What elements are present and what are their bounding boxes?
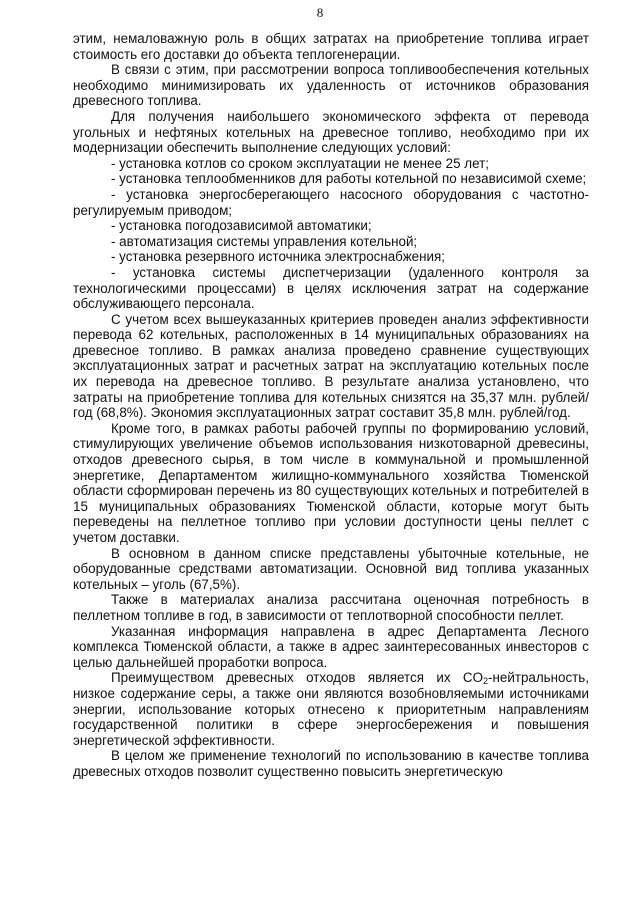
paragraph-2: В связи с этим, при рассмотрении вопроса топливообеспечения котельных необходимо минимизировать их удаленность от источников образования древесного топлива. [73, 62, 589, 109]
paragraph-9 [73, 670, 589, 748]
list-item-2: - установка теплообменников для работы котельной по независимой схеме; [111, 171, 587, 187]
paragraph-6: В основном в данном списке представлены убыточные котельные, не оборудованные средствами автоматизации. Основной вид топлива указанных котельных – уголь (67,5%). [73, 545, 589, 592]
paragraph-9-start: Преимуществом древесных отходов является их CO [111, 670, 484, 686]
list-item-5: - автоматизация системы управления котельной; [111, 233, 418, 249]
paragraph-8: Указанная информация направлена в адрес Департамента Лесного комплекса Тюменской области, а также в адрес заинтересованных инвесторов с целью дальнейшей проработки вопроса. [73, 623, 589, 670]
list-item-1: - установка котлов со сроком эксплуатации не менее 25 лет; [111, 155, 489, 171]
paragraph-3: Для получения наибольшего экономического эффекта от перевода угольных и нефтяных котельных на древесное топливо, необходимо при их модернизации обеспечить выполнение следующих условий: [73, 108, 589, 156]
paragraph-10: В целом же применение технологий по использованию в качестве топлива древесных отходов позволит существенно повысить энергетическую [73, 748, 589, 779]
co2-subscript: 2 [483, 676, 489, 687]
page-number: 8 [316, 5, 324, 20]
body-text [73, 31, 589, 780]
list-item-4: - установка погодозависимой автоматики; [111, 218, 372, 234]
list-item-7: - установка системы диспетчеризации (удаленного контроля за технологическими процессами) в целях исключения затрат на содержание обслуживающего персонала. [73, 264, 589, 312]
paragraph-7: Также в материалах анализа рассчитана оценочная потребность в пеллетном топливе в год, в зависимости от теплотворной способности пеллет. [73, 592, 589, 623]
list-item-6: - установка резервного источника электроснабжения; [111, 249, 445, 265]
paragraph-4: С учетом всех вышеуказанных критериев проведен анализ эффективности перевода 62 котельных, расположенных в 14 муниципальных образованиях на древесное топливо. В рамках анализа проведено сравнение существующих эксплуатационных затрат и расчетных затрат на эксплуатацию котельных после их перевода на древесное топливо. В результате анализа установлено, что затраты на приобретение топлива для котельных снизятся на 35,37 млн. рублей/год (68,8%). Экономия эксплуатационных затрат составит 35,8 млн. рублей/год. [73, 311, 589, 421]
paragraph-9-end: -нейтральность, низкое содержание серы, а также они являются возобновляемыми источниками энергии, использование которых отнесено к приоритетным направлениям государственной политики в сфере энергосбережения и повышения энергетической эффективности. [73, 670, 589, 748]
list-item-3: - установка энергосберегающего насосного оборудования с частотно-регулируемым приводом; [73, 186, 589, 218]
paragraph-1: этим, немаловажную роль в общих затратах на приобретение топлива играет стоимость его доставки до объекта теплогенерации. [73, 31, 589, 62]
paragraph-5: Кроме того, в рамках работы рабочей группы по формированию условий, стимулирующих увеличение объемов использования низкотоварной древесины, отходов древесного сырья, в том числе в коммунальной и промышленной энергетике, Департаментом жилищно-коммунального хозяйства Тюменской области сформирован перечень из 80 существующих котельных и потребителей в 15 муниципальных образованиях Тюменской области, которые могут быть переведены на пеллетное топливо при условии доступности цены пеллет с учетом доставки. [73, 420, 589, 545]
